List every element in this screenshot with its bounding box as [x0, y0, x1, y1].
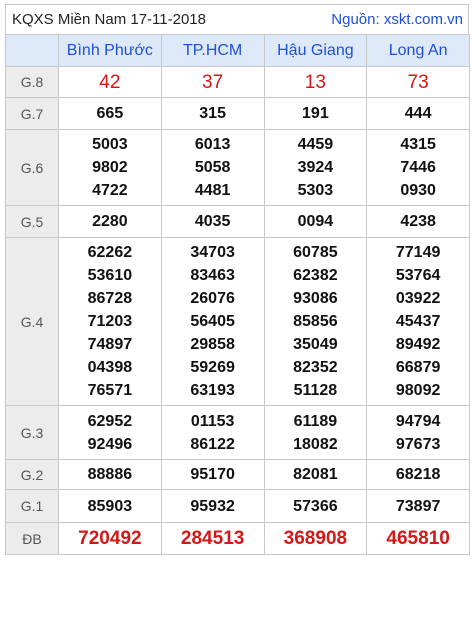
prize-number: 68218	[395, 466, 441, 483]
prize-row	[6, 206, 470, 238]
prize-number: 53610	[87, 267, 133, 284]
prize-cell	[264, 460, 367, 490]
prize-number: 85903	[87, 497, 133, 515]
prize-cell	[59, 460, 162, 490]
prize-number: 444	[404, 105, 432, 122]
prize-cell	[264, 206, 367, 238]
prize-cell	[161, 67, 264, 98]
province-header: Long An	[367, 35, 470, 67]
prize-number: 2280	[92, 213, 128, 230]
prize-number: 62382	[293, 267, 338, 284]
prize-cell	[59, 406, 162, 460]
page-title: KQXS Miền Nam 17-11-2018	[12, 11, 206, 28]
prize-number: 4035	[194, 213, 231, 230]
prize-number: 5003	[92, 136, 128, 153]
prize-number: 34703	[190, 244, 235, 261]
prize-number: 45437	[395, 313, 441, 330]
prize-row	[6, 406, 470, 460]
prize-row	[6, 523, 470, 555]
prize-number: 191	[302, 105, 329, 122]
prize-number: 4459	[297, 136, 334, 153]
prize-number: 86728	[87, 290, 133, 307]
prize-number: 56405	[190, 313, 235, 330]
prize-row	[6, 490, 470, 523]
prize-number: 0930	[400, 182, 436, 199]
prize-cell	[367, 206, 470, 238]
prize-cell	[367, 460, 470, 490]
prize-cell	[367, 523, 470, 555]
prize-number: 53764	[395, 267, 441, 284]
prize-cell	[367, 238, 470, 406]
prize-number: 60785	[293, 244, 338, 261]
prize-number: 4481	[194, 182, 231, 199]
prize-number: 0094	[297, 213, 334, 230]
prize-number: 13	[304, 71, 326, 93]
prize-number: 465810	[386, 528, 450, 549]
prize-label: G.2	[6, 460, 59, 490]
prize-number: 89492	[395, 336, 441, 353]
prize-cell	[367, 98, 470, 130]
results-body	[6, 67, 470, 555]
prize-cell	[264, 98, 367, 130]
prize-number: 95932	[190, 497, 235, 515]
prize-number: 4238	[400, 213, 436, 230]
prize-number: 59269	[190, 359, 235, 376]
prize-cell	[264, 490, 367, 523]
prize-number: 42	[99, 71, 121, 93]
prize-number: 73897	[395, 497, 441, 515]
province-header: Hậu Giang	[264, 35, 367, 67]
prize-cell	[161, 460, 264, 490]
prize-cell	[264, 67, 367, 98]
prize-cell	[161, 98, 264, 130]
prize-cell	[367, 406, 470, 460]
prize-cell	[367, 490, 470, 523]
prize-number: 82081	[293, 466, 338, 483]
prize-cell	[367, 67, 470, 98]
prize-number: 61189	[293, 412, 338, 430]
prize-number: 82352	[293, 359, 338, 376]
prize-number: 315	[199, 105, 226, 122]
lottery-result-sheet	[5, 4, 469, 555]
prize-number: 86122	[190, 435, 235, 453]
prize-cell	[161, 523, 264, 555]
prize-number: 95170	[190, 466, 235, 483]
prize-number: 94794	[395, 412, 441, 430]
prize-number: 71203	[87, 313, 133, 330]
prize-cell	[367, 130, 470, 206]
prize-label: G.5	[6, 206, 59, 238]
prize-label: G.1	[6, 490, 59, 523]
prize-cell	[161, 206, 264, 238]
prize-number: 37	[202, 71, 224, 93]
prize-cell	[59, 67, 162, 98]
prize-cell	[264, 238, 367, 406]
prize-number: 76571	[87, 382, 133, 399]
prize-cell	[264, 130, 367, 206]
prize-number: 63193	[190, 382, 235, 399]
prize-cell	[59, 523, 162, 555]
prize-number: 73	[407, 71, 429, 93]
prize-number: 66879	[395, 359, 441, 376]
prize-cell	[161, 238, 264, 406]
province-header-row	[6, 35, 470, 67]
prize-label: G.8	[6, 67, 59, 98]
prize-cell	[59, 238, 162, 406]
prize-number: 665	[96, 105, 124, 122]
source-link[interactable]: Nguồn: xskt.com.vn	[331, 11, 463, 28]
prize-number: 83463	[190, 267, 235, 284]
prize-cell	[161, 406, 264, 460]
prize-label: G.6	[6, 130, 59, 206]
prize-number: 26076	[190, 290, 235, 307]
prize-number: 03922	[395, 290, 441, 307]
prize-number: 01153	[190, 412, 235, 430]
prize-number: 29858	[190, 336, 235, 353]
prize-cell	[59, 206, 162, 238]
title-bar	[5, 4, 469, 34]
prize-number: 04398	[87, 359, 133, 376]
prize-cell	[59, 490, 162, 523]
prize-number: 284513	[180, 528, 245, 549]
prize-row	[6, 238, 470, 406]
prize-number: 4315	[400, 136, 436, 153]
prize-cell	[264, 406, 367, 460]
prize-label: G.4	[6, 238, 59, 406]
prize-number: 18082	[293, 435, 338, 453]
prize-cell	[161, 130, 264, 206]
prize-label: ĐB	[6, 523, 59, 555]
prize-number: 3924	[297, 159, 334, 176]
prize-number: 720492	[78, 528, 142, 549]
prize-number: 92496	[87, 435, 133, 453]
prize-number: 7446	[400, 159, 436, 176]
prize-number: 5303	[297, 182, 334, 199]
prize-number: 9802	[92, 159, 128, 176]
prize-cell	[161, 490, 264, 523]
results-table	[5, 34, 470, 555]
prize-number: 368908	[283, 528, 348, 549]
prize-row	[6, 130, 470, 206]
prize-number: 85856	[293, 313, 338, 330]
province-header: TP.HCM	[161, 35, 264, 67]
prize-number: 98092	[395, 382, 441, 399]
prize-number: 77149	[395, 244, 441, 261]
prize-number: 88886	[87, 466, 133, 483]
province-header: Bình Phước	[59, 35, 162, 67]
prize-number: 62952	[87, 412, 133, 430]
prize-row	[6, 67, 470, 98]
prize-label: G.7	[6, 98, 59, 130]
prize-cell	[59, 130, 162, 206]
prize-cell	[264, 523, 367, 555]
prize-number: 4722	[92, 182, 128, 199]
prize-number: 62262	[87, 244, 133, 261]
prize-row	[6, 460, 470, 490]
prize-number: 51128	[293, 382, 338, 399]
prize-number: 74897	[87, 336, 133, 353]
prize-number: 6013	[194, 136, 231, 153]
prize-number: 5058	[194, 159, 231, 176]
prize-label: G.3	[6, 406, 59, 460]
prize-number: 97673	[395, 435, 441, 453]
prize-cell	[59, 98, 162, 130]
header-corner-cell	[6, 35, 59, 67]
prize-number: 57366	[293, 497, 338, 515]
prize-number: 93086	[293, 290, 338, 307]
prize-number: 35049	[293, 336, 338, 353]
prize-row	[6, 98, 470, 130]
